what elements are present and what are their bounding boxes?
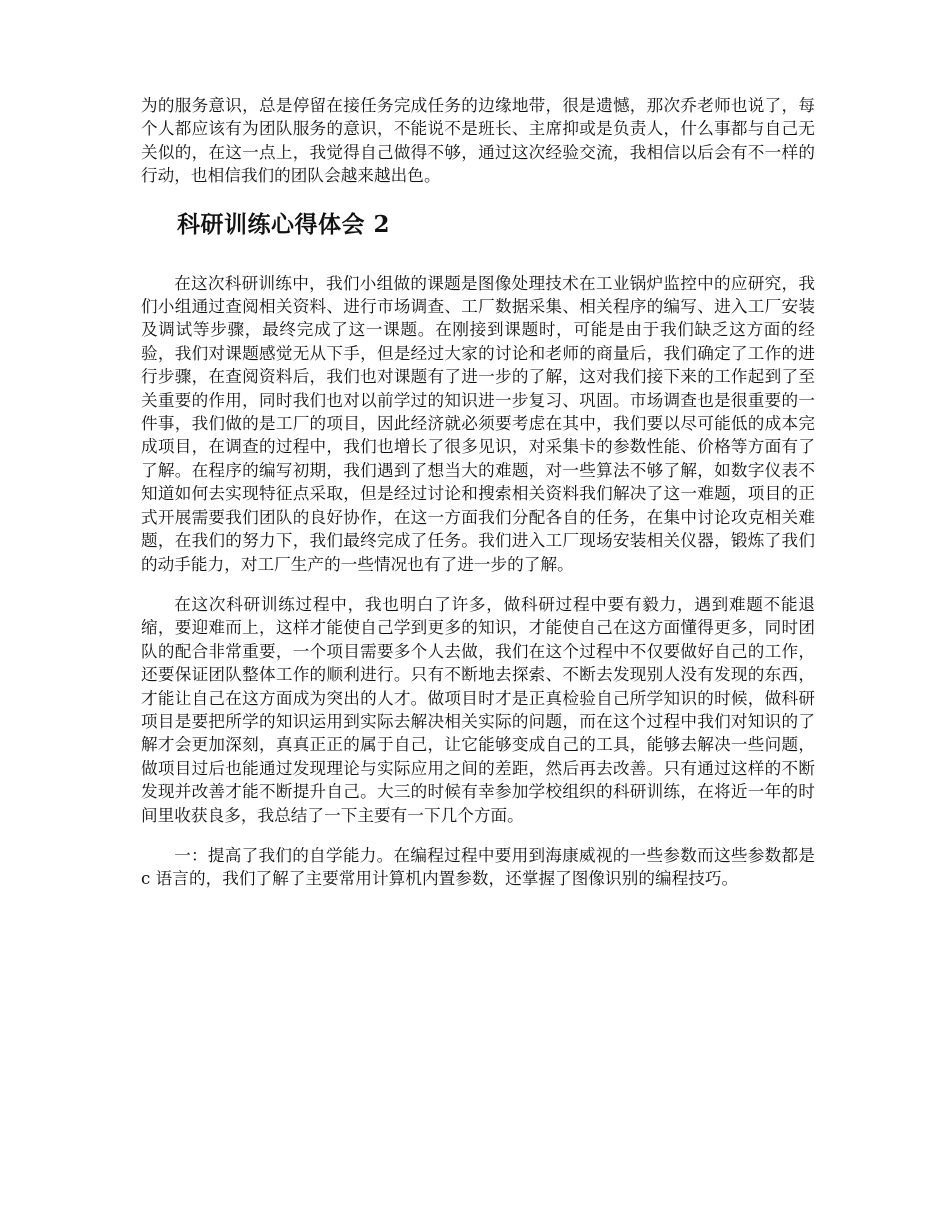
paragraph-research-project: 在这次科研训练中，我们小组做的课题是图像处理技术在工业锅炉监控中的应研究，我们小组通过查阅相关资料、进行市场调查、工厂数据采集、相关程序的编写、进入工厂安装及调试等步骤，最终完成了这一课题。在刚接到课题时，可能是由于我们缺乏这方面的经验，我们对课题感觉无从下手，但是经过大家的讨论和老师的商量后，我们确定了工作的进行步骤，在查阅资料后，我们也对课题有了进一步的了解，这对我们接下来的工作起到了至关重要的作用，同时我们也对以前学过的知识进一步复习、巩固。市场调查也是很重要的一件事，我们做的是工厂的项目，因此经济就必须要考虑在其中，我们要以尽可能低的成本完成项目，在调查的过程中，我们也增长了很多见识，对采集卡的参数性能、价格等方面有了了解。在程序的编写初期，我们遇到了想当大的难题，对一些算法不够了解，如数字仪表不知道如何去实现特征点采取，但是经过讨论和搜索相关资料我们解决了这一难题，项目的正式开展需要我们团队的良好协作，在这一方面我们分配各自的任务，在集中讨论攻克相关难题，在我们的努力下，我们最终完成了任务。我们进入工厂现场安装相关仪器，锻炼了我们的动手能力，对工厂生产的一些情况也有了进一步的了解。: [141, 273, 815, 574]
paragraph-self-study: 一：提高了我们的自学能力。在编程过程中要用到海康威视的一些参数而这些参数都是 c 语言的，我们了解了主要常用计算机内置参数，还掌握了图像识别的编程技巧。: [141, 845, 821, 889]
paragraph-research-lessons: 在这次科研训练过程中，我也明白了许多，做科研过程中要有毅力，遇到难题不能退缩，要迎难而上，这样才能使自己学到更多的知识，才能使自己在这方面懂得更多，同时团队的配合非常重要，一个项目需要多个人去做，我们在这个过程中不仅要做好自己的工作，还要保证团队整体工作的顺利进行。只有不断地去探索、不断去发现别人没有发现的东西，才能让自己在这方面成为突出的人才。做项目时才是正真检验自己所学知识的时候，做科研项目是要把所学的知识运用到实际去解决相关实际的问题，而在这个过程中我们对知识的了解才会更加深刻，真真正正的属于自己，让它能够变成自己的工具，能够去解决一些问题，做项目过后也能通过发现理论与实际应用之间的差距，然后再去改善。只有通过这样的不断发现并改善才能不断提升自己。大三的时候有幸参加学校组织的科研训练，在将近一年的时间里收获良多，我总结了一下主要有一下几个方面。: [141, 594, 815, 825]
paragraph-continuation: 为的服务意识，总是停留在接任务完成任务的边缘地带，很是遗憾，那次乔老师也说了，每个人都应该有为团队服务的意识，不能说不是班长、主席抑或是负责人，什么事都与自己无关似的，在这一点上，我觉得自己做得不够，通过这次经验交流，我相信以后会有不一样的行动，也相信我们的团队会越来越出色。: [141, 96, 815, 186]
section-heading: 科研训练心得体会 2: [177, 210, 391, 238]
document-body: [141, 94, 821, 891]
